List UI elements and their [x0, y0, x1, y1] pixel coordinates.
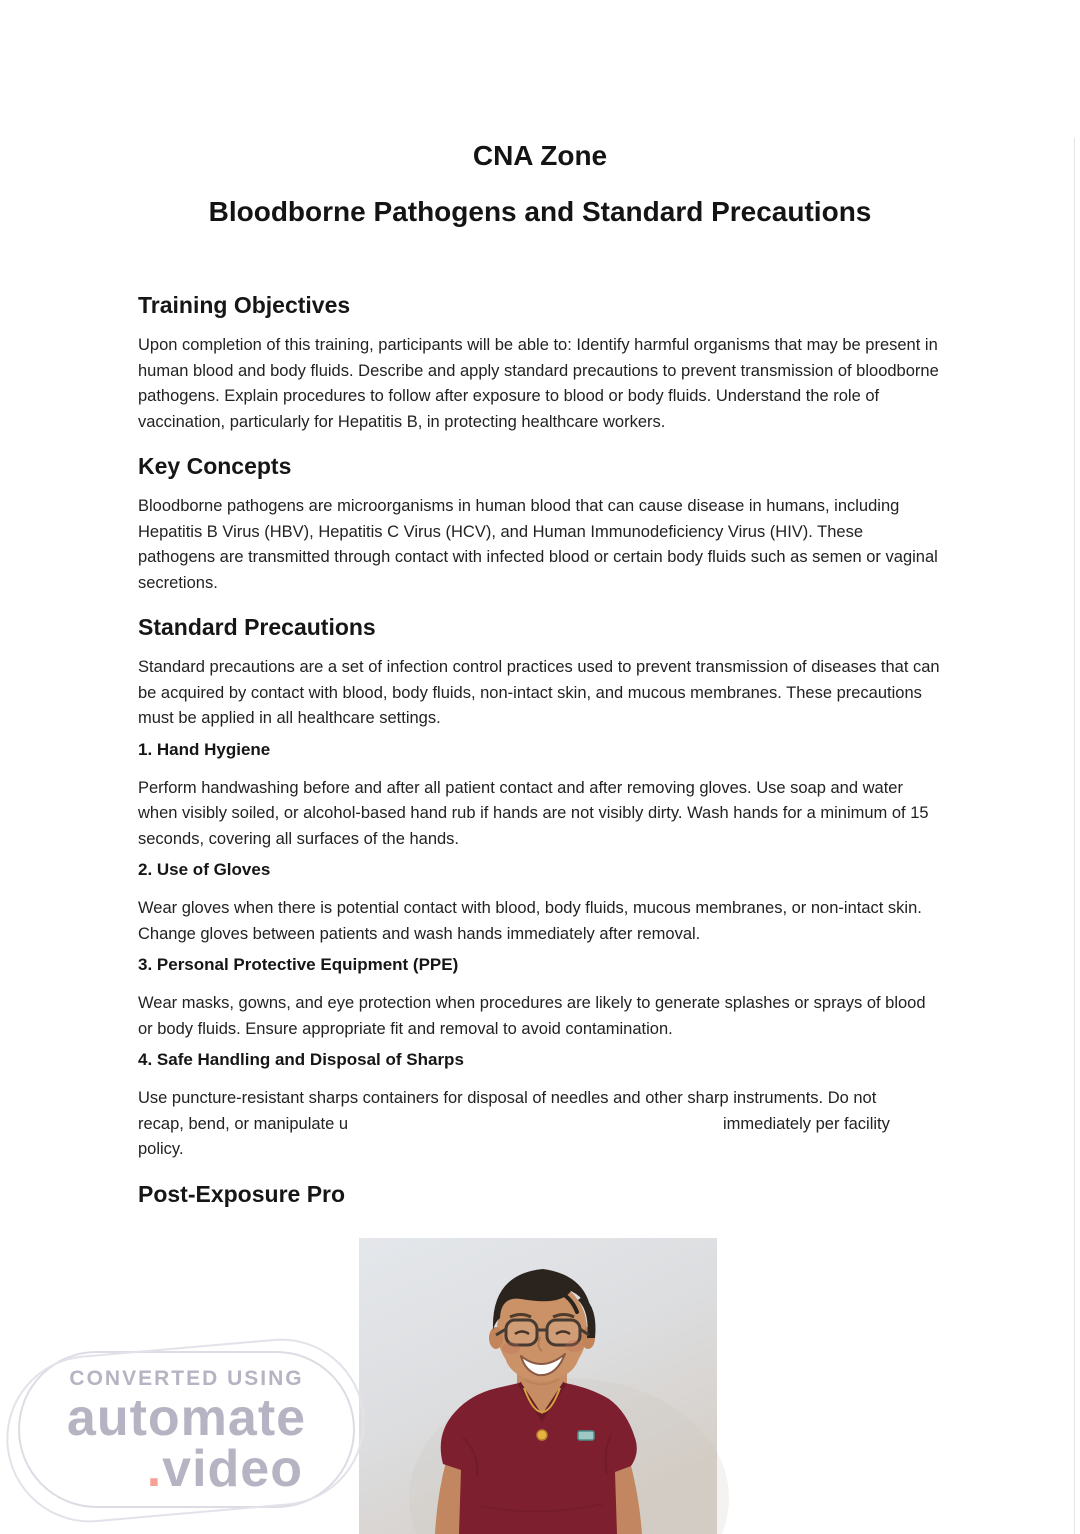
- subsection-body-hand-hygiene: Perform handwashing before and after all patient contact and after removing gloves. Use soap and water when visibly soiled, or alcohol-based hand rub if hands are not visibly dirty. Wash hands for a minimum of 15 seconds, covering all surfaces of the hands.: [138, 778, 929, 848]
- watermark-automate: automate: [66, 1388, 307, 1447]
- sharps-line-3: policy.: [138, 1140, 184, 1158]
- subsection-heading-hand-hygiene: 1. Hand Hygiene: [138, 739, 271, 759]
- subsection-heading-use-of-gloves: 2. Use of Gloves: [138, 860, 271, 879]
- subsection-body-ppe: Wear masks, gowns, and eye protection when procedures are likely to generate splashes or sprays of blood or body fluids. Ensure appropriate fit and removal to avoid contamination.: [138, 994, 926, 1038]
- section-body-standard-precautions: Standard precautions are a set of infection control practices used to prevent transmission of diseases that can be acquired by contact with blood, body fluids, non-intact skin, and mucous membranes. These precautions must be applied in all healthcare settings.: [138, 658, 940, 727]
- document-page: [0, 138, 1080, 1534]
- subsection-body-use-of-gloves: Wear gloves when there is potential contact with blood, body fluids, mucous membranes, or non-intact skin. Change gloves between patients and wash hands immediately after removal.: [138, 899, 922, 943]
- section-heading-standard-precautions: Standard Precautions: [138, 614, 376, 640]
- section-body-key-concepts: Bloodborne pathogens are microorganisms in human blood that can cause disease in humans, including Hepatitis B Virus (HBV), Hepatitis C Virus (HCV), and Human Immunodeficiency Virus (HIV). These pathogens are transmitted through contact with infected blood or certain body fluids such as semen or vaginal secretions.: [138, 497, 938, 592]
- subsection-heading-sharps: 4. Safe Handling and Disposal of Sharps: [138, 1050, 464, 1069]
- watermark-converted-using: CONVERTED USING: [69, 1366, 304, 1390]
- subsection-heading-ppe: 3. Personal Protective Equipment (PPE): [138, 955, 459, 974]
- watermark-dot: .: [146, 1439, 163, 1498]
- watermark-video-word: video: [162, 1439, 303, 1498]
- sharps-line-1: Use puncture-resistant sharps containers for disposal of needles and other sharp instruments. Do not: [138, 1089, 877, 1107]
- watermark-badge: [18, 1351, 355, 1508]
- page-edge-line: [1074, 138, 1075, 1534]
- section-heading-key-concepts: Key Concepts: [138, 453, 292, 479]
- sharps-line-2-right: immediately per facility: [723, 1114, 890, 1133]
- person-photo: [359, 1238, 717, 1534]
- subsection-body-sharps: [138, 1086, 942, 1163]
- person-photo-illustration: [359, 1238, 717, 1534]
- doc-title: CNA Zone: [472, 140, 608, 171]
- sharps-line-2: [138, 1112, 942, 1138]
- watermark-video: [146, 1439, 303, 1498]
- doc-subtitle: Bloodborne Pathogens and Standard Precautions: [208, 196, 872, 227]
- section-heading-training-objectives: Training Objectives: [138, 292, 351, 318]
- sharps-line-2-left: recap, bend, or manipulate u: [138, 1114, 349, 1133]
- section-body-training-objectives: Upon completion of this training, participants will be able to: Identify harmful organisms that may be present in human blood and body fluids. Describe and apply standard precautions to prevent transmission of bloodborne pathogens. Explain procedures to follow after exposure to blood or body fluids. Understand the role of vaccination, particularly for Hepatitis B, in protecting healthcare workers.: [138, 336, 939, 431]
- doc-content: [0, 291, 1080, 1208]
- section-heading-post-exposure: Post-Exposure Pro: [138, 1180, 346, 1207]
